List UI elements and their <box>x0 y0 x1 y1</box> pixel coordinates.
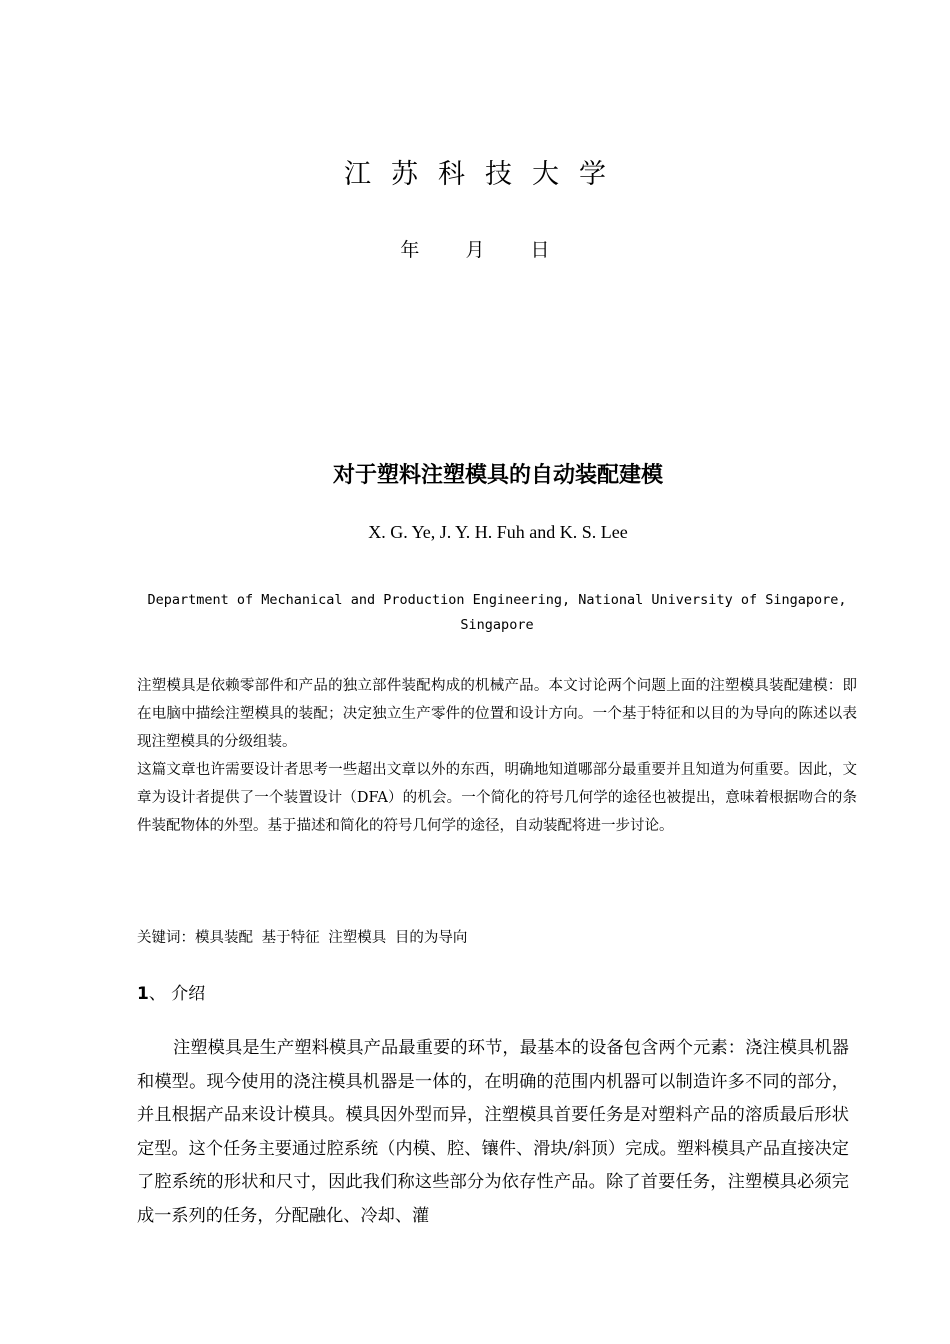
date-year: 年 <box>400 239 420 261</box>
section-number: 1 <box>137 984 149 1004</box>
abstract-paragraph-2: 这篇文章也许需要设计者思考一些超出文章以外的东西，明确地知道哪部分最重要并且知道为何重要。因此，文章为设计者提供了一个装置设计（DFA）的机会。一个简化的符号几何学的途径也被提出，意味着根据吻合的条件装配物体的外型。基于描述和简化的符号几何学的途径，自动装配将进一步讨论。 <box>137 762 857 834</box>
paper-authors: X. G. Ye, J. Y. H. Fuh and K. S. Lee <box>368 522 628 542</box>
body-paragraph: 注塑模具是生产塑料模具产品最重要的环节，最基本的设备包含两个元素：浇注模具机器和模型。现今使用的浇注模具机器是一体的，在明确的范围内机器可以制造许多不同的部分，并且根据产品来设计模具。模具因外型而异，注塑模具首要任务是对塑料产品的溶质最后形状定型。这个任务主要通过腔系统（内模、腔、镶件、滑块/斜顶）完成。塑料模具产品直接决定了腔系统的形状和尺寸，因此我们称这些部分为依存性产品。除了首要任务，注塑模具必须完成一系列的任务，分配融化、冷却、灌 <box>137 1038 849 1226</box>
section-separator: 、 <box>148 984 166 1004</box>
abstract-paragraph-1: 注塑模具是依赖零部件和产品的独立部件装配构成的机械产品。本文讨论两个问题上面的注塑模具装配建模：即在电脑中描绘注塑模具的装配；决定独立生产零件的位置和设计方向。一个基于特征和以目的为导向的陈述以表现注塑模具的分级组装。 <box>137 678 857 750</box>
keyword-item: 目的为导向 <box>394 930 468 946</box>
paper-title: 对于塑料注塑模具的自动装配建模 <box>332 463 663 488</box>
date-month: 月 <box>465 239 485 261</box>
university-name: 江苏科技大学 <box>344 159 626 190</box>
keyword-item: 基于特征 <box>261 930 320 946</box>
section-heading <box>137 982 205 1006</box>
date-line <box>0 235 950 262</box>
paper-affiliation: Department of Mechanical and Production Engineering, National University of Singapore, Singapore <box>147 592 847 633</box>
keyword-item: 模具装配 <box>195 930 253 946</box>
keyword-item: 注塑模具 <box>328 930 387 946</box>
date-day: 日 <box>530 239 550 261</box>
section-title: 介绍 <box>171 984 206 1004</box>
keywords-line <box>137 926 857 950</box>
abstract <box>137 672 857 840</box>
keywords-label: 关键词： <box>137 930 195 946</box>
